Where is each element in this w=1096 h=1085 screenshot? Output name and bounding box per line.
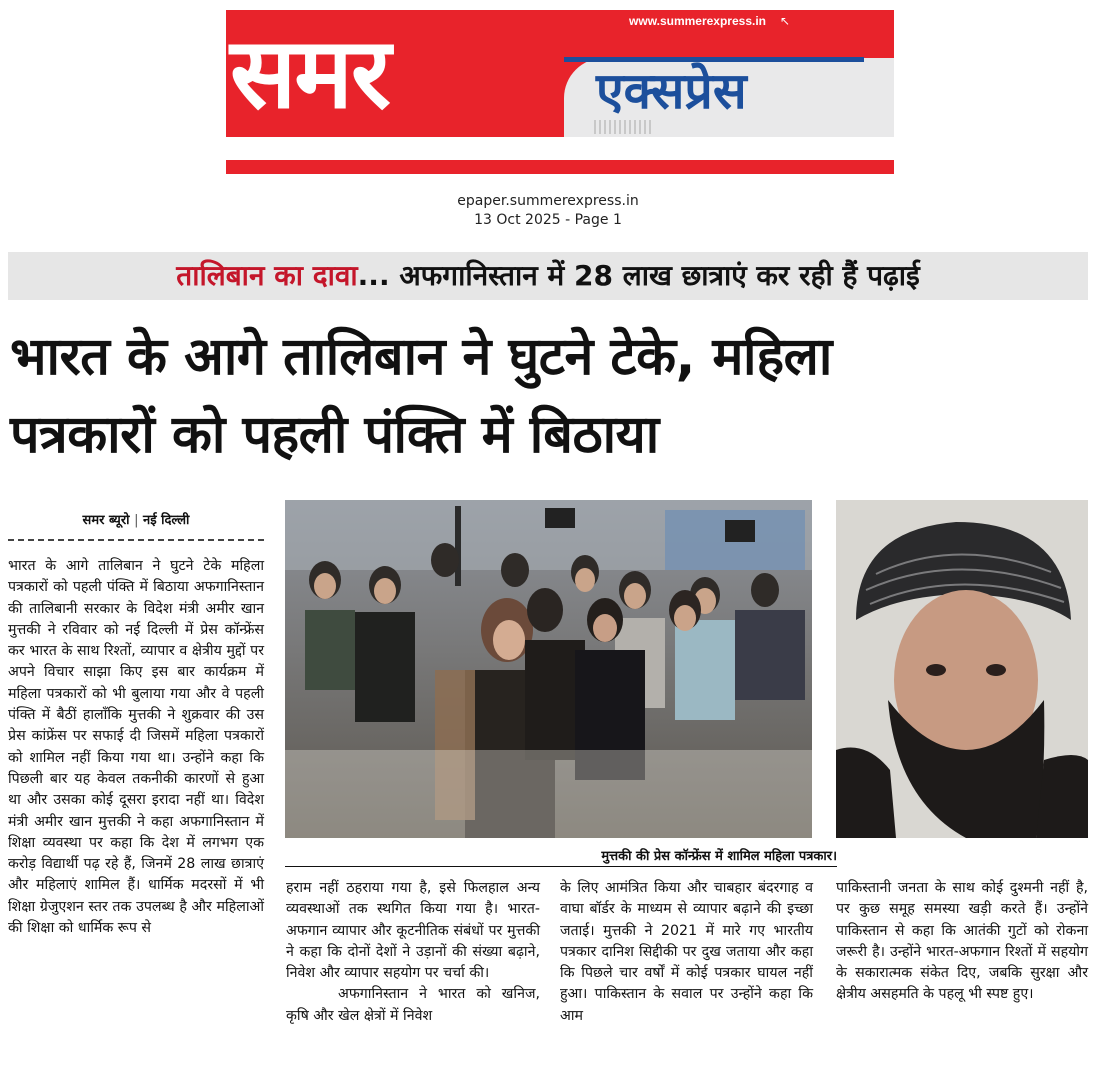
article-paragraph: के लिए आमंत्रित किया और चाबहार बंदरगाह व वाघा बॉर्डर के माध्यम से व्यापार बढ़ाने की इच्छा जताई। मुत्तकी ने 2021 में मारे गए भारतीय पत्रकार दानिश सिद्दीकी पर दुख जताया और कहा कि पिछले चार वर्षों में कोई पत्रकार घायल नहीं हुआ। पाकिस्तान के सवाल पर उन्होंने कहा कि आम (560, 880, 813, 1024)
byline (8, 510, 264, 528)
edition-info (0, 192, 1096, 230)
press-conference-photo-illustration (285, 500, 812, 838)
masthead-title-red: समर (230, 17, 389, 131)
photo-caption: मुत्तकी की प्रेस कॉन्फ्रेंस में शामिल महिला पत्रकार। (285, 846, 837, 867)
masthead-title-blue: एक्सप्रेस (596, 62, 747, 120)
muttaqi-portrait-photo (836, 500, 1088, 838)
press-conference-photo (285, 500, 812, 838)
article-paragraph: अफगानिस्तान ने भारत को खनिज, कृषि और खेल क्षेत्रों में निवेश (286, 986, 540, 1024)
headline-line1: भारत के आगे तालिबान ने घुटने टेके, महिला (10, 327, 832, 387)
kicker (8, 252, 1088, 300)
byline-place: नई दिल्ली (142, 513, 190, 528)
kicker-red: तालिबान का दावा (176, 259, 358, 292)
kicker-black: ... अफगानिस्तान में 28 लाख छात्राएं कर रही हैं पढ़ाई (357, 259, 920, 292)
portrait-illustration (836, 500, 1088, 838)
byline-author: समर ब्यूरो (82, 513, 130, 528)
article-column-2 (286, 878, 540, 1027)
masthead (226, 10, 894, 174)
edition-date-page: 13 Oct 2025 - Page 1 (474, 212, 622, 228)
masthead-red-rule (226, 160, 894, 174)
article-column-1 (8, 556, 264, 939)
article-column-3 (560, 878, 813, 1027)
article-column-4 (836, 878, 1088, 1006)
byline-separator: | (134, 513, 139, 528)
byline-divider (8, 539, 264, 541)
article-paragraph: हराम नहीं ठहराया गया है, इसे फिलहाल अन्य व्यवस्थाओं तक स्थगित किया गया है। भारत-अफगान व्यापार और कूटनीतिक संबंधों पर मुत्तकी ने कहा कि दोनों देशों ने उड़ानों की संख्या बढ़ाने, निवेश और व्यापार सहयोग पर चर्चा की। (286, 880, 540, 982)
article-paragraph: भारत के आगे तालिबान ने घुटने टेके महिला पत्रकारों को पहली पंक्ति में बिठाया अफगानिस्तान की तालिबानी सरकार के विदेश मंत्री अमीर खान मुत्तकी ने रविवार को नई दिल्ली में प्रेस कॉन्फ्रेंस कर भारत के साथ रिश्तों, व्यापार व क्षेत्रीय मुद्दों पर अपने विचार साझा किए इस बार कार्यक्रम में महिला पत्रकारों को भी बुलाया गया और वे पहली पंक्ति में बैठीं हालाँकि मुत्तकी ने शुक्रवार की उस प्रेस कांफ्रेंस पर सफाई दी जिसमें महिला पत्रकारों को शामिल नहीं किया गया था। उन्होंने कहा कि पिछली बार यह केवल तकनीकी कारणों से हुआ था और उसका कोई दूसरा इरादा नहीं था। विदेश मंत्री अमीर खान मुत्तकी ने कहा अफगानिस्तान में शिक्षा व्यवस्था पर कहा कि देश में लगभग एक करोड़ विद्यार्थी पढ़ रहे हैं, जिनमें 28 लाख छात्राएं और महिलाएं शामिल हैं। धार्मिक मदरसों में भी शिक्षा ग्रेजुएशन स्तर तक उपलब्ध है और महिलाओं की शिक्षा को धार्मिक रूप से (8, 558, 264, 937)
headline-line2: पत्रकारों को पहली पंक्ति में बिठाया (10, 405, 659, 465)
edition-site[interactable]: epaper.summerexpress.in (457, 193, 639, 209)
masthead-url[interactable]: www.summerexpress.in (629, 14, 766, 28)
article-paragraph: पाकिस्तानी जनता के साथ कोई दुश्मनी नहीं है, पर कुछ समूह समस्या खड़ी करते हैं। उन्होंने पाकिस्तान से कहा कि आतंकी गुटों को रोकना जरूरी है। उन्होंने भारत-अफगान रिश्तों में सहयोग के सकारात्मक संकेत दिए, जबकि सुरक्षा और क्षेत्रीय असहमति के पहलू भी स्पष्ट हुए। (836, 880, 1088, 1003)
cursor-arrow-icon: ↖ (779, 14, 790, 28)
headline (10, 318, 1090, 474)
